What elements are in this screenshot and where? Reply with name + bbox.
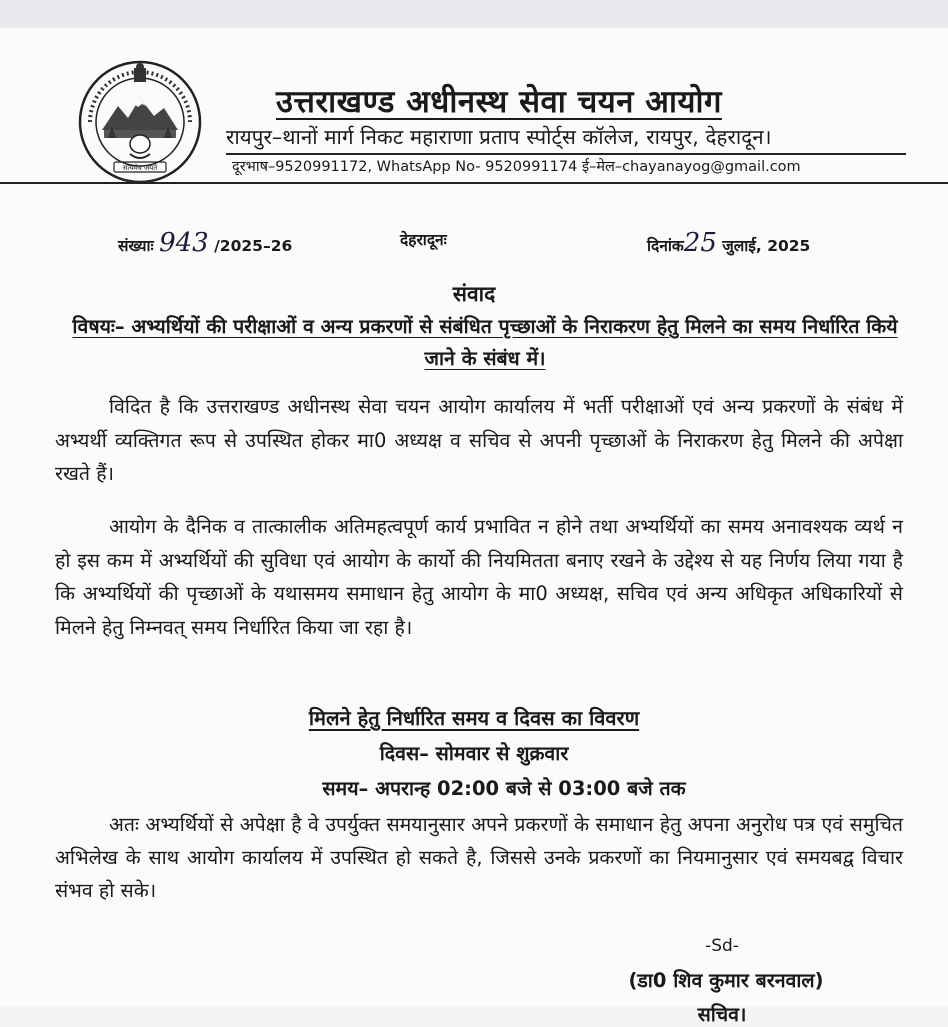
schedule-days: दिवस– सोमवार से शुक्रवार — [379, 742, 569, 765]
seal-text: सत्यमेव जयते — [122, 164, 158, 172]
notice-heading: संवाद — [452, 282, 496, 306]
reference-number-label: संख्याः — [118, 237, 154, 255]
paragraph-3: अतः अभ्यर्थियों से अपेक्षा है वे उपर्युक्त समयानुसार अपने प्रकरणों के समाधान हेतु अपना अनुरोध पत्र एवं समुचित अभिलेख के साथ आयोग कार्यालय में उपस्थित हो सकते है, जिससे उनके प्रकरणों का नियमानुसार एवं समयबद्व विचार संभव हो सके। — [55, 813, 903, 902]
reference-place: देहरादूनः — [400, 231, 447, 249]
paragraph-1: विदित है कि उत्तराखण्ड अधीनस्थ सेवा चयन आयोग कार्यालय में भर्ती परीक्षाओं एवं अन्य प्रकरणों के संबंध में अभ्यर्थी व्यक्तिगत रूप से उपस्थित होकर मा0 अध्यक्ष व सचिव से अपनी पृच्छाओं के निराकरण हेतु मिलने की अपेक्षा रखते हैं। — [55, 395, 903, 485]
reference-date-day: 25 — [683, 228, 717, 258]
header-rule — [0, 182, 948, 184]
paragraph-2: आयोग के दैनिक व तात्कालीक अतिमहत्वपूर्ण कार्य प्रभावित न होने तथा अभ्यर्थियों का समय अनावश्यक व्यर्थ न हो इस कम में अभ्यर्थियों की सुविधा एवं आयोग के कार्यो की नियमितता बनाए रखने के उद्देश्य से यह निर्णय लिया गया है कि अभ्यर्थियों की पृच्छाओं के यथासमय समाधान हेतु आयोग के मा0 अध्यक्ष, सचिव एवं अन्य अधिकृत अधिकारियों से मिलने हेतु निम्नवत् समय निर्धारित किया जा रहा है। — [55, 515, 903, 639]
reference-date-rest: जुलाई, 2025 — [722, 237, 811, 255]
reference-number-value: 943 — [159, 228, 209, 258]
notice-page — [0, 28, 948, 1026]
org-address: रायपुर–थानों मार्ग निकट महाराणा प्रताप स्पोर्ट्स कॉलेज, रायपुर, देहरादून। — [226, 125, 772, 149]
signatory-designation: सचिव। — [697, 1003, 747, 1026]
signature-sd: -Sd- — [705, 936, 739, 956]
reference-number — [118, 228, 292, 258]
uksssc-emblem-seal-icon — [76, 58, 204, 186]
schedule-time: समय– अपरान्ह 02:00 बजे से 03:00 बजे तक — [322, 777, 686, 800]
reference-number-suffix: /2025–26 — [214, 237, 293, 255]
reference-date-label: दिनांक — [647, 237, 684, 255]
reference-date — [647, 228, 810, 258]
schedule-title-text: मिलने हेतु निर्धारित समय व दिवस का विवरण — [308, 706, 640, 730]
org-name: उत्तराखण्ड अधीनस्थ सेवा चयन आयोग — [276, 84, 722, 120]
signatory-name: (डा0 शिव कुमार बरनवाल) — [628, 969, 824, 992]
notice-subject-text: विषयः– अभ्यर्थियों की परीक्षाओं व अन्य प्रकरणों से संबंधित पृच्छाओं के निराकरण हेतु मिलने का समय निर्धारित किये जाने के संबंध में। — [72, 315, 898, 370]
address-rule — [226, 153, 906, 155]
top-band — [0, 0, 948, 28]
schedule-title — [0, 704, 948, 731]
org-contact: दूरभाष–9520991172, WhatsApp No- 9520991174 ई–मेल–chayanayog@gmail.com — [232, 159, 801, 175]
notice-subject — [55, 311, 915, 375]
